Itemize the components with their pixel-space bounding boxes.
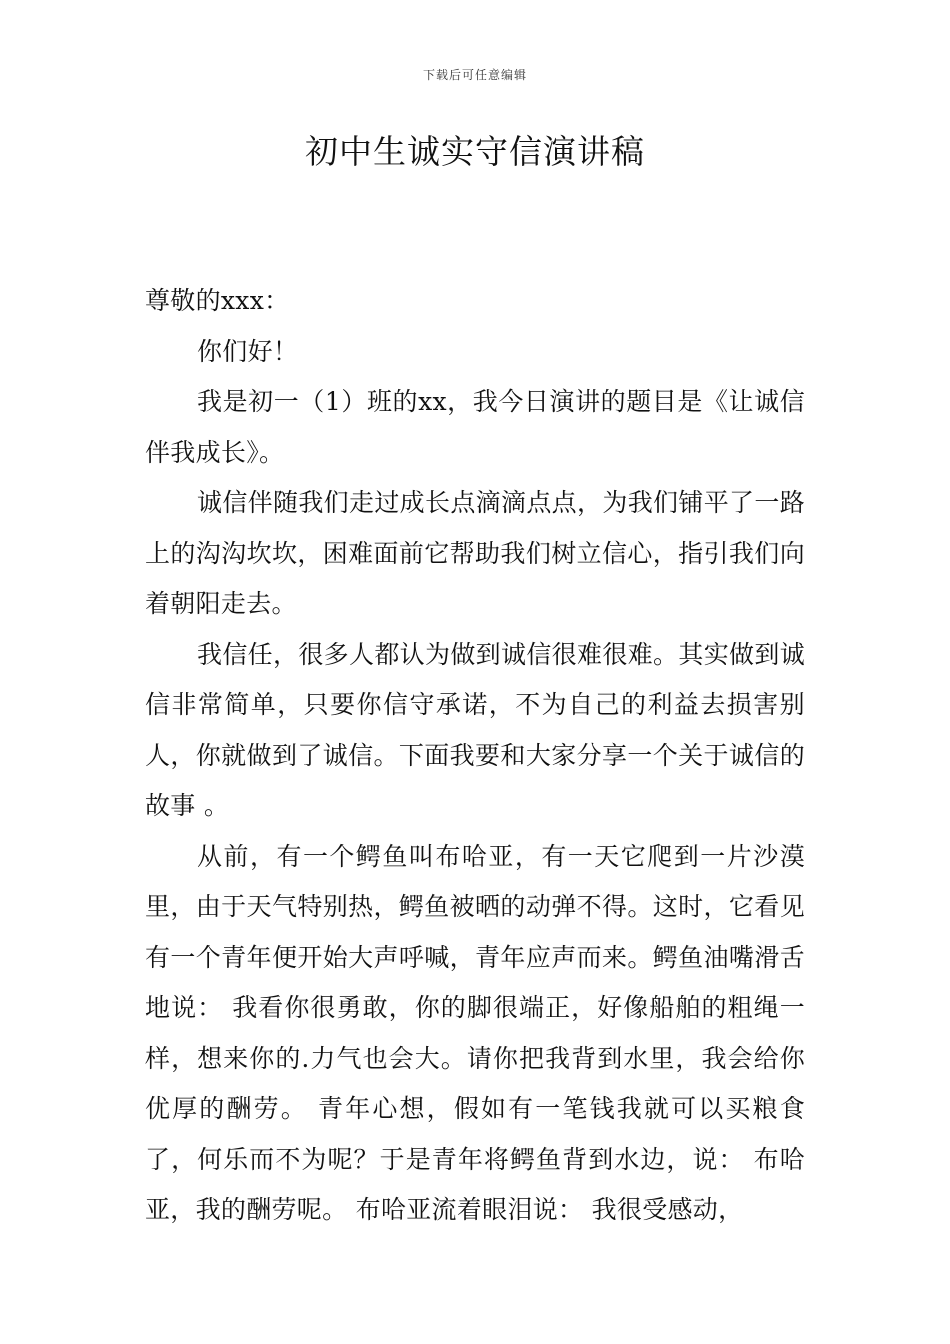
- document-title: 初中生诚实守信演讲稿: [305, 132, 645, 171]
- paragraph: 我是初一（1）班的xx，我今日演讲的题目是《让诚信伴我成长》。: [145, 387, 805, 467]
- paragraph: 我信任，很多人都认为做到诚信很难很难。其实做到诚信非常简单，只要你信守承诺，不为自己的利益去损害别人，你就做到了诚信。下面我要和大家分享一个关于诚信的故事 。: [145, 639, 805, 820]
- paragraph: 从前，有一个鳄鱼叫布哈亚，有一天它爬到一片沙漠里，由于天气特别热，鳄鱼被晒的动弹不得。这时，它看见有一个青年便开始大声呼喊，青年应声而来。鳄鱼油嘴滑舌地说： 我看你很勇敢，你的脚很端正，好像船舶的粗绳一样，想来你的.力气也会大。请你把我背到水里，我会给你优厚的酬劳。 青年心想，假如有一笔钱我就可以买粮食了，何乐而不为呢？于是青年将鳄鱼背到水边，说： 布哈亚，我的酬劳呢。 布哈亚流着眼泪说： 我很受感动，: [145, 841, 805, 1224]
- document-body: [145, 276, 805, 1236]
- salutation: 尊敬的xxx：: [145, 286, 290, 315]
- header-note: 下载后可任意编辑: [422, 68, 527, 82]
- paragraph: 诚信伴随我们走过成长点滴滴点点，为我们铺平了一路上的沟沟坎坎，困难面前它帮助我们树立信心，指引我们向着朝阳走去。: [145, 488, 805, 618]
- paragraph: 你们好！: [197, 336, 299, 366]
